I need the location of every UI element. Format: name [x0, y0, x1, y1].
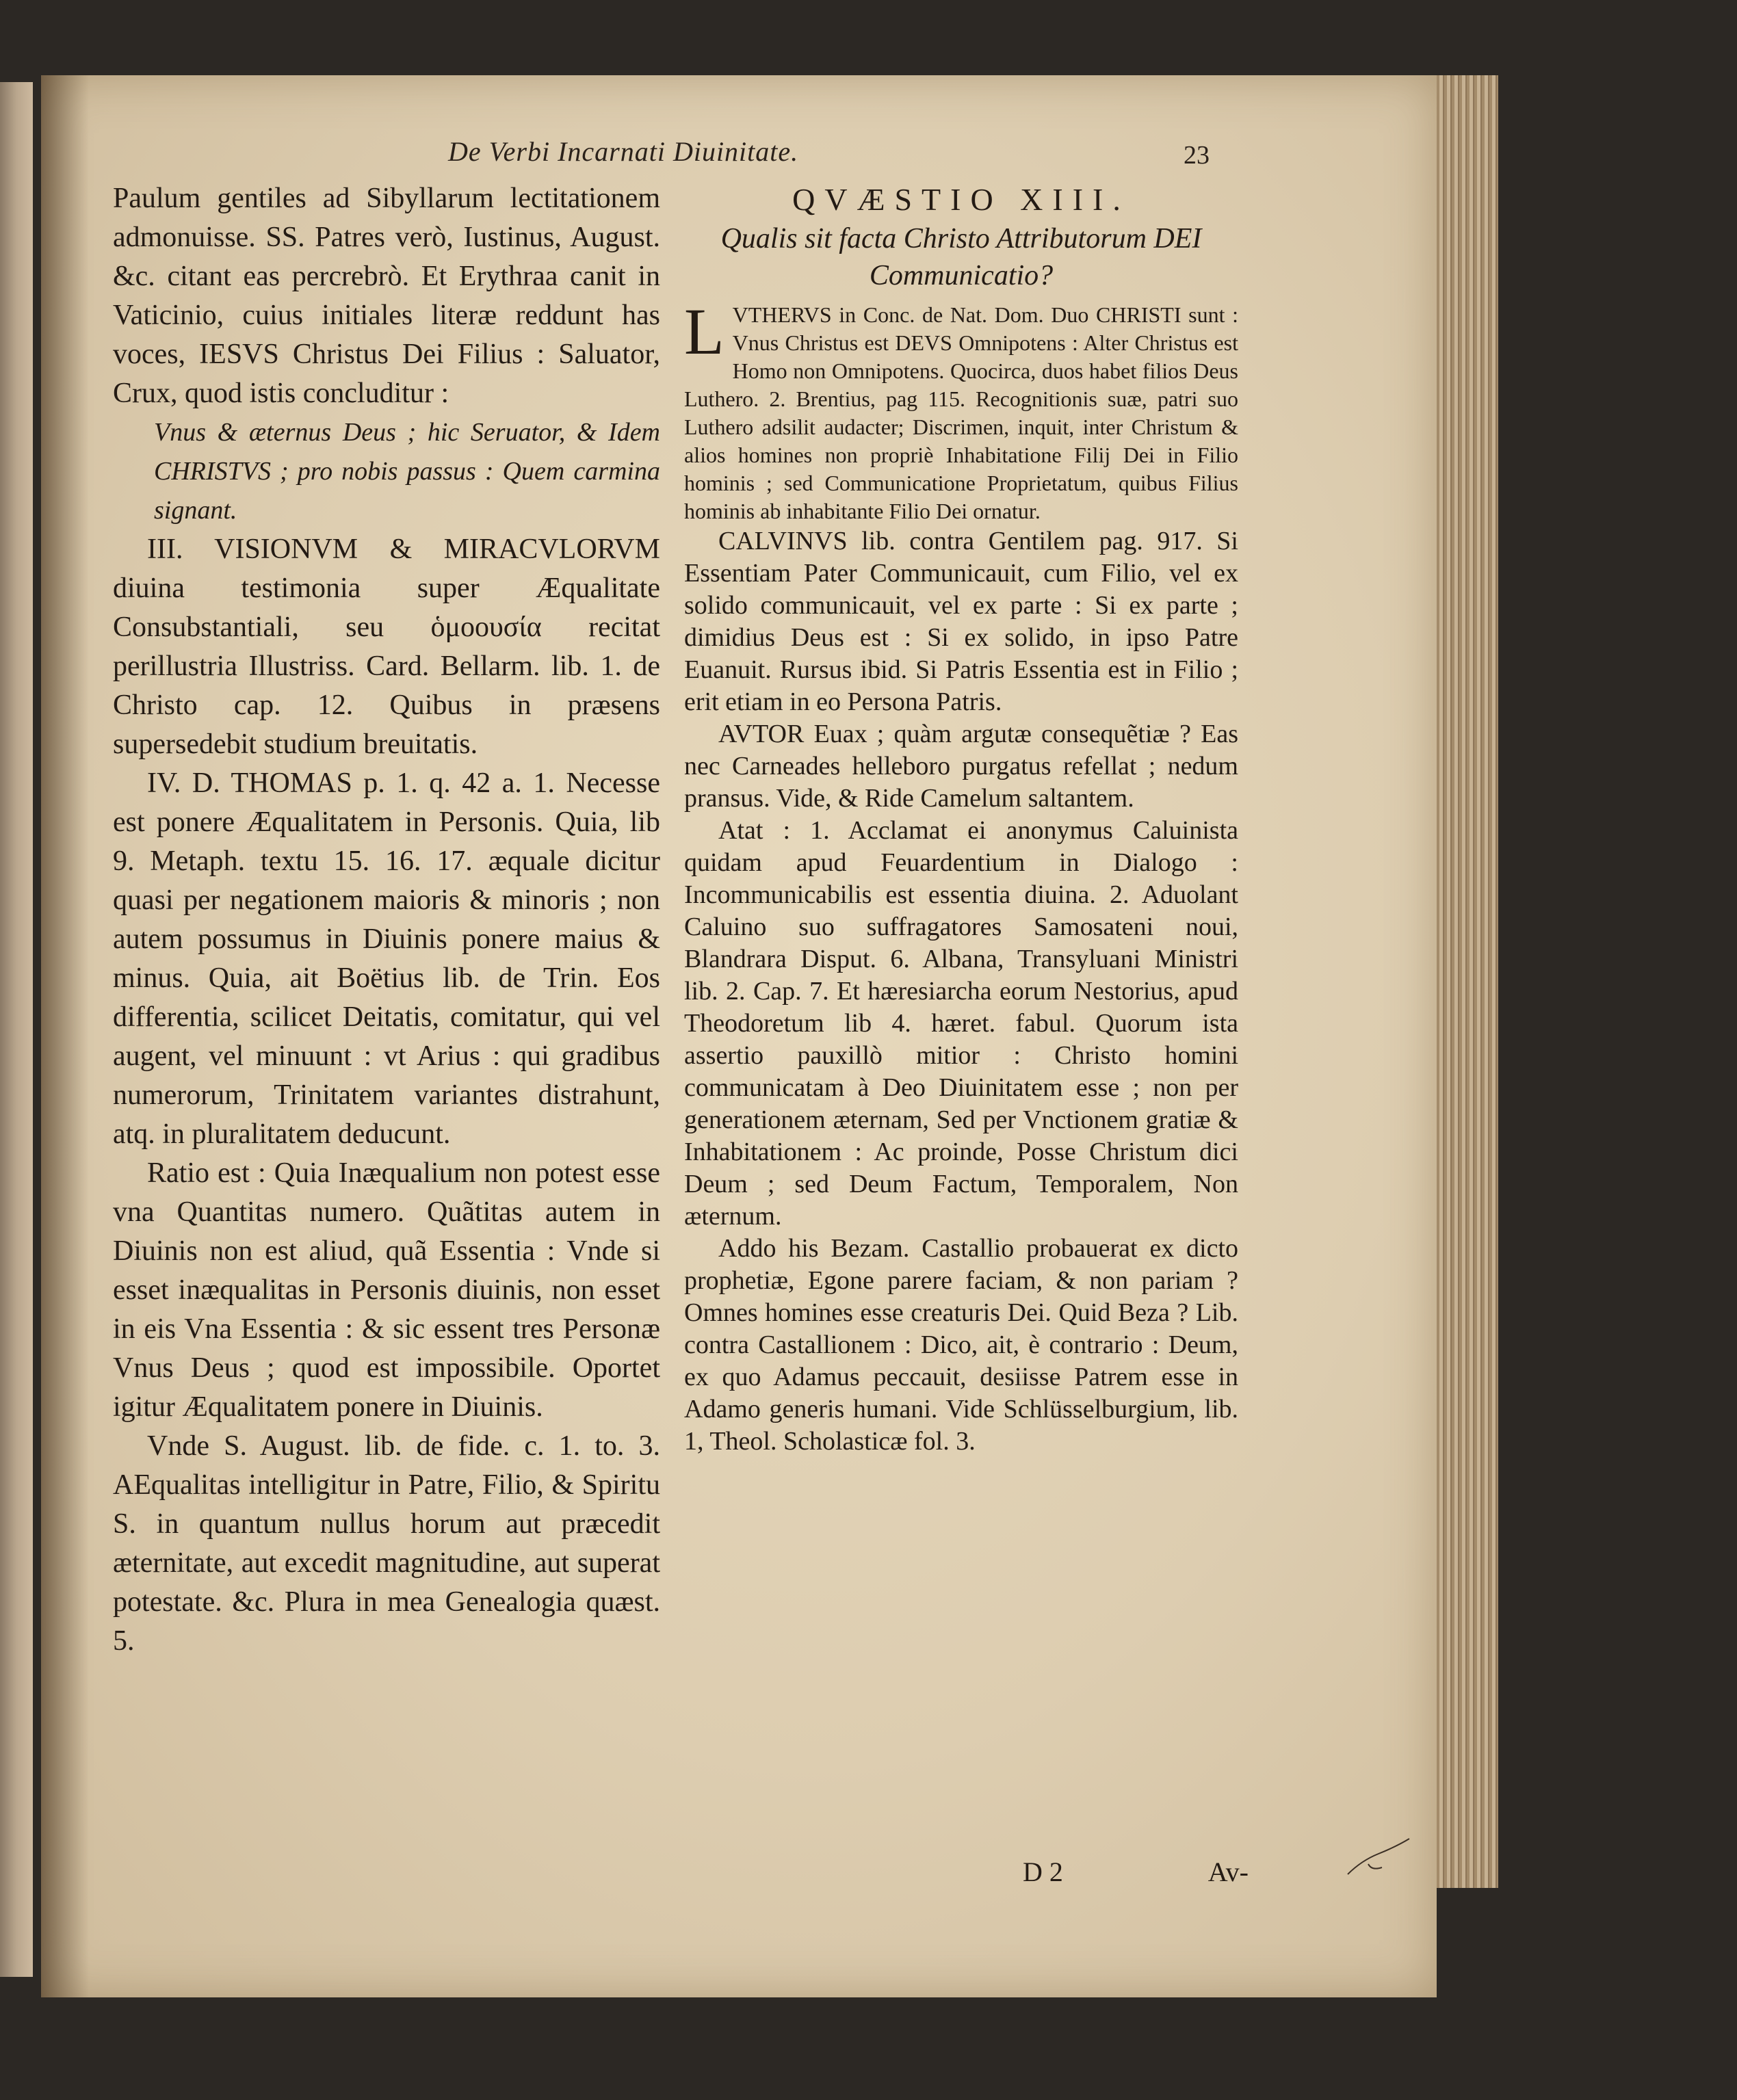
sibylline-verse: Vnus & æternus Deus ; hic Seruator, & Idem CHRISTVS ; pro nobis passus : Quem carmina signant.: [154, 418, 660, 525]
page-gutter-shadow: [41, 75, 89, 1997]
page-number: 23: [1184, 141, 1210, 170]
signature-mark: D 2: [1023, 1856, 1063, 1887]
right-paragraph-5: Addo his Bezam. Castallio probauerat ex dicto prophetiæ, Egone parere faciam, & non pariam ? Omnes homines esse creaturis Dei. Quid Beza ? Lib. contra Castallionem : Dico, ait, è contrario : Deum, ex quo Adamus peccauit, desiisse Patrem esse in Adamo generis humani. Vide Schlüsselburgium, lib. 1, Theol. Scholasticæ fol. 3.: [684, 1234, 1238, 1456]
running-head: De Verbi Incarnati Diuinitate.: [448, 136, 799, 167]
right-paragraph-2: CALVINVS lib. contra Gentilem pag. 917. Si Essentiam Pater Communicauit, cum Filio, vel ex solido communicauit, vel ex parte : Si ex parte ; dimidius Deus est : Si ex solido, in ipso Patre Euanuit. Rursus ibid. Si Patris Essentia est in Filio ; erit etiam in eo Persona Patris.: [684, 527, 1238, 716]
left-paragraph-3: IV. D. THOMAS p. 1. q. 42 a. 1. Necesse est ponere Æqualitatem in Personis. Quia, lib 9. Metaph. textu 15. 16. 17. æquale dicitur quasi per negationem maioris & minoris ; non autem possumus in Diuinis ponere maius & minus. Quia, ait Boëtius lib. de Trin. Eos differentia, scilicet Deitatis, comitatur, qui vel augent, vel minuunt : vt Arius : qui gradibus numerorum, Trinitatem variantes distrahunt, atq. in pluralitatem deducunt.: [113, 767, 660, 1150]
right-paragraph-4: Atat : 1. Acclamat ei anonymus Caluinista quidam apud Feuardentium in Dialogo : Incommunicabilis est essentia diuina. 2. Aduolant Caluino suo suffragatores Samosateni noui, Blandrara Disput. 6. Albana, Transyluani Ministri lib. 2. Cap. 7. Et hæresiarcha eorum Nestorius, apud Theodoretum lib 4. hæret. fabul. Quorum ista assertio pauxillò mitior : Christo homini communicatam à Deo Diuinitatem esse ; non per generationem æternam, Sed per Vnctionem gratiæ & Inhabitationem : Ac proinde, Posse Christum dici Deum ; sed Deum Factum, Temporalem, Non æternum.: [684, 816, 1238, 1231]
question-heading: QVÆSTIO XIII.: [792, 182, 1130, 217]
left-paragraph-1: Paulum gentiles ad Sibyllarum lectitationem admonuisse. SS. Patres verò, Iustinus, August. &c. citant eas percrebrò. Et Erythraa canit in Vaticinio, cuius initiales literæ reddunt has voces, IESVS Christus Dei Filius : Saluator, Crux, quod istis concluditur :: [113, 183, 660, 409]
footer-line: [1023, 1856, 1249, 1888]
drop-cap: L: [684, 295, 724, 368]
left-paragraph-4: Ratio est : Quia Inæqualium non potest esse vna Quantitas numero. Quãtitas autem in Diuinis non est aliud, quã Essentia : Vnde si esset inæqualitas in Personis diuinis, non esset in eis Vna Essentia : & sic essent tres Personæ Vnus Deus ; quod est impossibile. Oportet igitur Æqualitatem ponere in Diuinis.: [113, 1157, 660, 1423]
page-fore-edge: [1437, 75, 1498, 1888]
question-title: Qualis sit facta Christo Attributorum DEI Communicatio?: [720, 223, 1202, 291]
right-paragraph-3: AVTOR Euax ; quàm argutæ consequẽtiæ ? Eas nec Carneades helleboro purgatus refellat ; nedum pransus. Vide, & Ride Camelum saltantem.: [684, 720, 1238, 813]
right-paragraph-1: VTHERVS in Conc. de Nat. Dom. Duo CHRISTI sunt : Vnus Christus est DEVS Omnipotens : Alter Christus est Homo non Omnipotens. Quocirca, duos habet filios Deus Luthero. 2. Brentius, pag 115. Recognitionis suæ, patri suo Luthero adsilit audacter; Discrimen, inquit, inter Christum & alios homines non propriè Inhabitatione Filij Dei in Filio hominis ; sed Communicatione Proprietatum, quibus Filius hominis ab inhabitante Filio Dei ornatur.: [684, 302, 1238, 523]
right-column: [684, 179, 1238, 1458]
left-page-edge: [0, 82, 33, 1977]
catchword: Av-: [1207, 1856, 1249, 1887]
left-paragraph-2: III. VISIONVM & MIRACVLORVM diuina testimonia super Æqualitate Consubstantiali, seu ὁμοουσία recitat perillustria Illustriss. Card. Bellarm. lib. 1. de Christo cap. 12. Quibus in præsens supersedebit studium breuitatis.: [113, 534, 660, 760]
ink-flourish-mark: [1341, 1833, 1416, 1881]
left-column: [113, 179, 660, 1661]
left-paragraph-5: Vnde S. August. lib. de fide. c. 1. to. 3. AEqualitas intelligitur in Patre, Filio, & Spiritu S. in quantum nullus horum aut præcedit æternitate, aut excedit magnitudine, aut superat potestate. &c. Plura in mea Genealogia quæst. 5.: [113, 1430, 660, 1657]
